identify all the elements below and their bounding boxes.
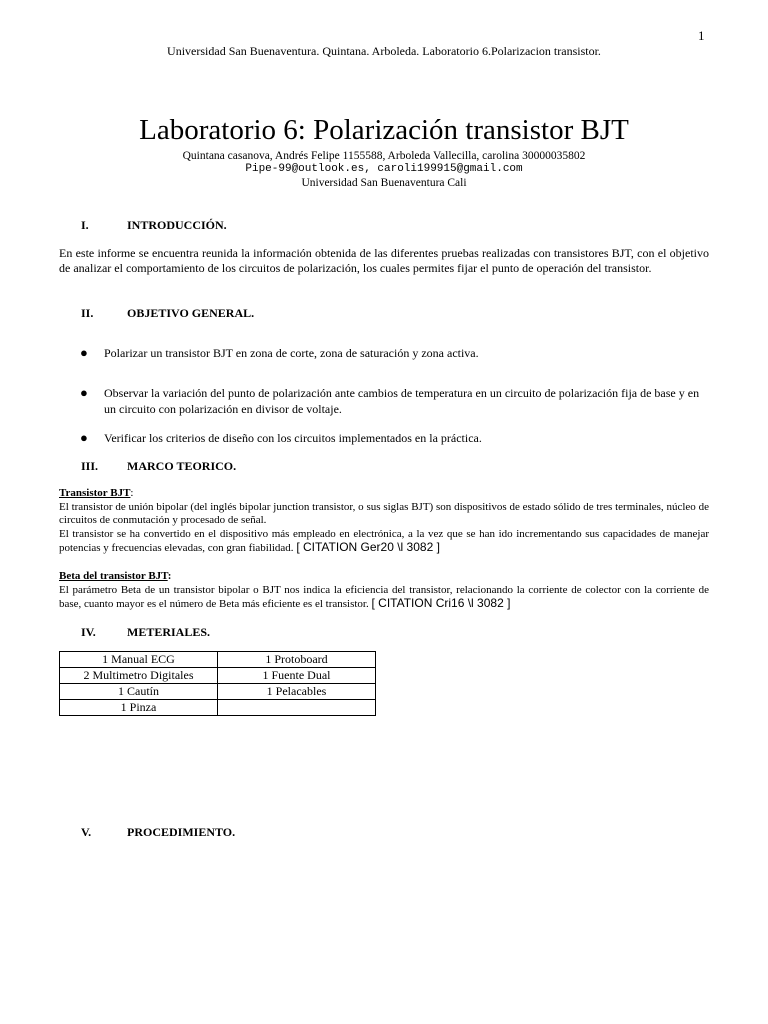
section-number-theory: III. (81, 459, 99, 473)
materials-table (59, 651, 376, 716)
intro-paragraph: En este informe se encuentra reunida la información obtenida de las diferentes pruebas realizadas con transistores BJT, con el objetivo de analizar el comportamiento de los circuitos de polarización, los cuales permites fijar el punto de operación del transistor. (59, 246, 709, 275)
bullet-dot: ● (80, 345, 88, 360)
table-cell: 1 Cautín (60, 684, 218, 700)
bjt-heading-suffix: : (130, 487, 134, 499)
emails-line: Pipe-99@outlook.es, caroli199915@gmail.com (245, 163, 523, 175)
bullet-dot: ● (80, 385, 88, 400)
table-cell: 1 Protoboard (218, 652, 376, 668)
affiliation-line: Universidad San Buenaventura Cali (301, 177, 467, 189)
table-row (60, 652, 376, 668)
bullet-dot: ● (80, 430, 88, 445)
document-title: Laboratorio 6: Polarización transistor BJT (139, 114, 629, 146)
objective-bullet-1: Polarizar un transistor BJT en zona de corte, zona de saturación y zona activa. (104, 346, 479, 360)
section-title-intro: INTRODUCCIÓN. (127, 218, 227, 232)
authors-line: Quintana casanova, Andrés Felipe 1155588, Arboleda Vallecilla, carolina 30000035802 (182, 150, 586, 162)
section-number-procedure: V. (81, 825, 92, 839)
bjt-citation: [ CITATION Ger20 \l 3082 ] (296, 540, 440, 554)
beta-heading-suffix: : (167, 570, 172, 582)
bjt-block (59, 487, 709, 556)
beta-citation: [ CITATION Cri16 \l 3082 ] (371, 596, 511, 610)
table-row (60, 684, 376, 700)
section-title-theory: MARCO TEORICO. (127, 459, 237, 473)
table-cell: 2 Multimetro Digitales (60, 668, 218, 684)
section-number-materials: IV. (81, 625, 96, 639)
beta-block (59, 570, 709, 612)
beta-heading: Beta del transistor BJT (59, 570, 168, 582)
section-title-materials: METERIALES. (127, 625, 211, 639)
running-header: Universidad San Buenaventura. Quintana. Arboleda. Laboratorio 6.Polarizacion transistor. (167, 44, 601, 58)
bjt-heading: Transistor BJT (59, 487, 131, 499)
bjt-paragraph-1: El transistor de unión bipolar (del inglés bipolar junction transistor, o sus siglas BJT) son dispositivos de estado sólido de tres terminales, núcleo de circuitos de conmutación y procesado de señal. (59, 500, 709, 526)
table-row (60, 700, 376, 716)
section-number-objective: II. (81, 306, 94, 320)
table-cell: 1 Pelacables (218, 684, 376, 700)
section-title-objective: OBJETIVO GENERAL. (127, 306, 255, 320)
bjt-paragraph-2: El transistor se ha convertido en el dispositivo más empleado en electrónica, a la vez que se han ido incrementando sus capacidades de manejar potencias y frecuencias elevadas, con gran fiabilidad. (59, 527, 709, 554)
page-number: 1 (698, 28, 705, 43)
table-cell: 1 Pinza (60, 700, 218, 716)
table-cell: 1 Fuente Dual (218, 668, 376, 684)
table-row (60, 668, 376, 684)
objective-bullet-3: Verificar los criterios de diseño con los circuitos implementados en la práctica. (104, 431, 482, 445)
beta-paragraph: El parámetro Beta de un transistor bipolar o BJT nos indica la eficiencia del transistor, relacionando la corriente de colector con la corriente de base, cuanto mayor es el número de Beta más eficiente es el transistor. (59, 583, 709, 610)
objective-bullet-2: Observar la variación del punto de polarización ante cambios de temperatura en un circuito de polarización fija de base y en un circuito con polarización en divisor de voltaje. (104, 386, 700, 416)
table-cell: 1 Manual ECG (60, 652, 218, 668)
section-title-procedure: PROCEDIMIENTO. (127, 825, 236, 839)
section-number-intro: I. (81, 218, 89, 232)
table-cell (218, 700, 376, 716)
